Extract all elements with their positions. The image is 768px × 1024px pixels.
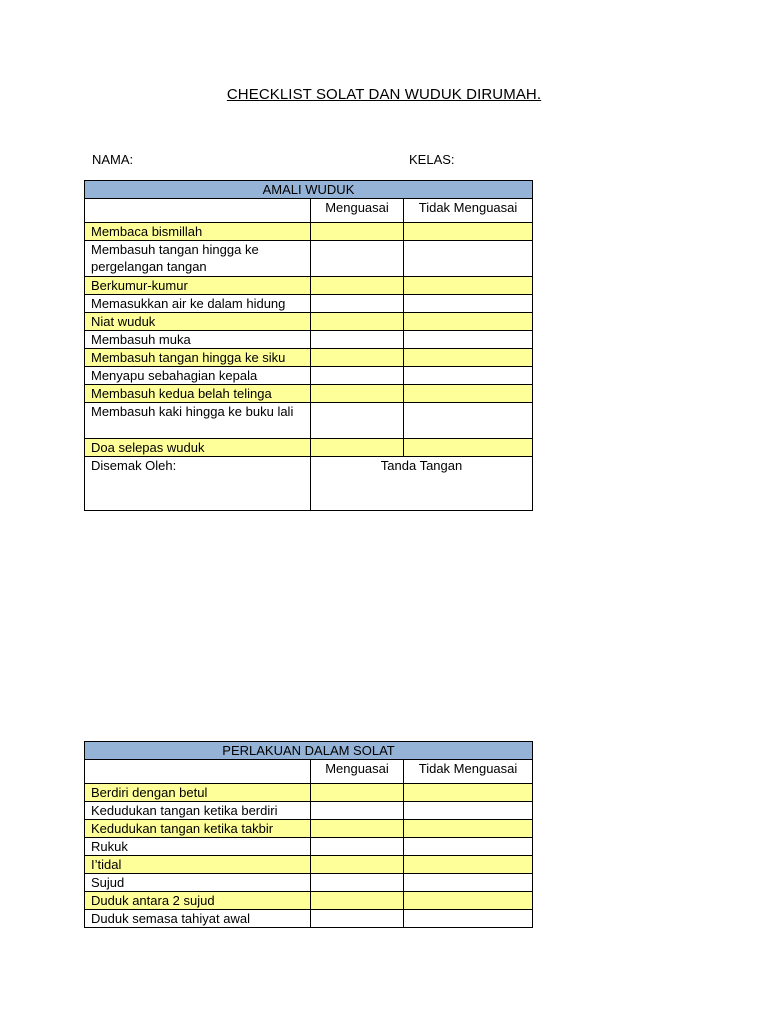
tidak-menguasai-cell[interactable]: [404, 403, 533, 439]
tidak-menguasai-cell[interactable]: [404, 874, 533, 892]
menguasai-cell[interactable]: [311, 367, 404, 385]
header-blank-cell: [85, 199, 311, 223]
menguasai-cell[interactable]: [311, 277, 404, 295]
tidak-menguasai-cell[interactable]: [404, 385, 533, 403]
menguasai-cell[interactable]: [311, 349, 404, 367]
nama-label: NAMA:: [92, 152, 134, 167]
menguasai-cell[interactable]: [311, 313, 404, 331]
perlakuan-solat-table: [84, 741, 533, 928]
tidak-menguasai-cell[interactable]: [404, 367, 533, 385]
disemak-oleh-label: Disemak Oleh:: [85, 457, 311, 511]
tidak-menguasai-cell[interactable]: [404, 349, 533, 367]
tidak-menguasai-cell[interactable]: [404, 223, 533, 241]
item-label: Kedudukan tangan ketika takbir: [85, 820, 311, 838]
table-row: [85, 385, 533, 403]
column-header-row: [85, 199, 533, 223]
table-row: [85, 784, 533, 802]
table-row: [85, 223, 533, 241]
tidak-menguasai-cell[interactable]: [404, 910, 533, 928]
tidak-menguasai-cell[interactable]: [404, 892, 533, 910]
item-label: Niat wuduk: [85, 313, 311, 331]
item-label: Membasuh kedua belah telinga: [85, 385, 311, 403]
tidak-menguasai-cell[interactable]: [404, 439, 533, 457]
item-label: Duduk antara 2 sujud: [85, 892, 311, 910]
item-label: Membasuh kaki hingga ke buku lali: [85, 403, 311, 439]
table-row: [85, 910, 533, 928]
table-row: [85, 838, 533, 856]
perlakuan-solat-title: PERLAKUAN DALAM SOLAT: [85, 742, 533, 760]
tanda-tangan-label: Tanda Tangan: [311, 457, 533, 511]
menguasai-cell[interactable]: [311, 241, 404, 277]
amali-wuduk-title: AMALI WUDUK: [85, 181, 533, 199]
table-row: [85, 874, 533, 892]
menguasai-cell[interactable]: [311, 439, 404, 457]
signature-row: [85, 457, 533, 511]
page-title: CHECKLIST SOLAT DAN WUDUK DIRUMAH.: [226, 86, 542, 103]
menguasai-cell[interactable]: [311, 331, 404, 349]
header-tidak-menguasai: Tidak Menguasai: [404, 199, 533, 223]
tidak-menguasai-cell[interactable]: [404, 820, 533, 838]
table-row: [85, 892, 533, 910]
tidak-menguasai-cell[interactable]: [404, 838, 533, 856]
header-blank-cell: [85, 760, 311, 784]
table-row: [85, 439, 533, 457]
menguasai-cell[interactable]: [311, 385, 404, 403]
item-label: Membasuh muka: [85, 331, 311, 349]
tidak-menguasai-cell[interactable]: [404, 331, 533, 349]
menguasai-cell[interactable]: [311, 802, 404, 820]
table-row: [85, 313, 533, 331]
table-title-row: [85, 181, 533, 199]
table-row: [85, 403, 533, 439]
menguasai-cell[interactable]: [311, 874, 404, 892]
item-label: I’tidal: [85, 856, 311, 874]
menguasai-cell[interactable]: [311, 892, 404, 910]
item-label: Membasuh tangan hingga ke siku: [85, 349, 311, 367]
table-row: [85, 277, 533, 295]
amali-wuduk-table: [84, 180, 533, 511]
table-row: [85, 820, 533, 838]
tidak-menguasai-cell[interactable]: [404, 295, 533, 313]
item-label: Berkumur-kumur: [85, 277, 311, 295]
table-row: [85, 856, 533, 874]
menguasai-cell[interactable]: [311, 838, 404, 856]
table-row: [85, 349, 533, 367]
table-title-row: [85, 742, 533, 760]
item-label: Doa selepas wuduk: [85, 439, 311, 457]
table-row: [85, 295, 533, 313]
table-row: [85, 802, 533, 820]
menguasai-cell[interactable]: [311, 223, 404, 241]
menguasai-cell[interactable]: [311, 784, 404, 802]
item-label: Kedudukan tangan ketika berdiri: [85, 802, 311, 820]
table-row: [85, 241, 533, 277]
item-label: Berdiri dengan betul: [85, 784, 311, 802]
item-label: Membasuh tangan hingga ke pergelangan tangan: [85, 241, 311, 277]
tidak-menguasai-cell[interactable]: [404, 241, 533, 277]
menguasai-cell[interactable]: [311, 820, 404, 838]
tidak-menguasai-cell[interactable]: [404, 313, 533, 331]
tidak-menguasai-cell[interactable]: [404, 802, 533, 820]
menguasai-cell[interactable]: [311, 910, 404, 928]
table-row: [85, 367, 533, 385]
kelas-label: KELAS:: [409, 152, 455, 167]
menguasai-cell[interactable]: [311, 295, 404, 313]
header-menguasai: Menguasai: [311, 199, 404, 223]
tidak-menguasai-cell[interactable]: [404, 277, 533, 295]
menguasai-cell[interactable]: [311, 856, 404, 874]
item-label: Memasukkan air ke dalam hidung: [85, 295, 311, 313]
table-row: [85, 331, 533, 349]
item-label: Rukuk: [85, 838, 311, 856]
header-tidak-menguasai: Tidak Menguasai: [404, 760, 533, 784]
menguasai-cell[interactable]: [311, 403, 404, 439]
item-label: Menyapu sebahagian kepala: [85, 367, 311, 385]
item-label: Membaca bismillah: [85, 223, 311, 241]
item-label: Sujud: [85, 874, 311, 892]
column-header-row: [85, 760, 533, 784]
header-menguasai: Menguasai: [311, 760, 404, 784]
tidak-menguasai-cell[interactable]: [404, 784, 533, 802]
tidak-menguasai-cell[interactable]: [404, 856, 533, 874]
item-label: Duduk semasa tahiyat awal: [85, 910, 311, 928]
